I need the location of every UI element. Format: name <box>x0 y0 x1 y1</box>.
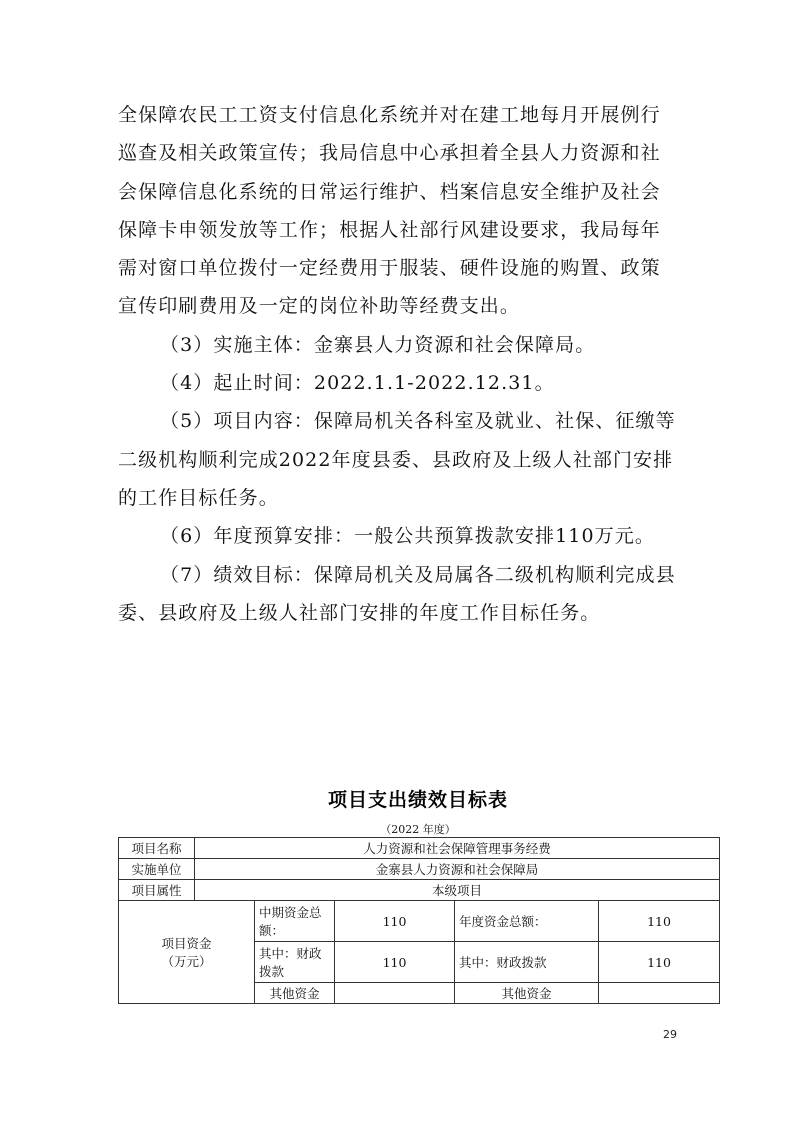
paragraph-goal: （7）绩效目标：保障局机关及局属各二级机构顺利完成县委、县政府及上级人社部门安排的年度工作目标任务。 <box>118 563 676 624</box>
implementing-unit-label: 实施单位 <box>119 859 195 880</box>
project-funds-label-line1: 项目资金 <box>161 936 212 951</box>
table-year: （2022 年度） <box>380 823 456 836</box>
page-number: 29 <box>663 1028 677 1041</box>
mid-term-other-value <box>335 983 455 1004</box>
annual-fiscal-value: 110 <box>599 942 720 983</box>
body-text <box>118 96 678 632</box>
table-row <box>119 838 720 859</box>
table-row <box>119 859 720 880</box>
annual-other-value <box>599 983 720 1004</box>
table-row <box>119 880 720 901</box>
paragraph-implementer: （3）实施主体：金寨县人力资源和社会保障局。 <box>160 333 596 356</box>
mid-term-other-label: 其他资金 <box>255 983 335 1004</box>
annual-other-label: 其他资金 <box>455 983 599 1004</box>
performance-target-table <box>118 837 720 1004</box>
project-funds-label <box>119 901 255 1004</box>
mid-term-fiscal-label: 其中：财政拨款 <box>255 942 335 983</box>
annual-fiscal-label: 其中：财政拨款 <box>455 942 599 983</box>
paragraph-continuation: 全保障农民工工资支付信息化系统并对在建工地每月开展例行巡查及相关政策宣传；我局信息中心承担着全县人力资源和社会保障信息化系统的日常运行维护、档案信息安全维护及社会保障卡申领发放等工作；根据人社部行风建设要求，我局每年需对窗口单位拨付一定经费用于服装、硬件设施的购置、政策宣传印刷费用及一定的岗位补助等经费支出。 <box>118 104 661 318</box>
annual-total-value: 110 <box>599 901 720 942</box>
project-attribute-label: 项目属性 <box>119 880 195 901</box>
project-attribute-value: 本级项目 <box>195 880 720 901</box>
project-funds-label-line2: （万元） <box>161 954 212 969</box>
table-row <box>119 901 720 942</box>
annual-total-label: 年度资金总额： <box>455 901 599 942</box>
paragraph-period: （4）起止时间：2022.1.1-2022.12.31。 <box>160 372 555 395</box>
project-name-value: 人力资源和社会保障管理事务经费 <box>195 838 720 859</box>
paragraph-content: （5）项目内容：保障局机关各科室及就业、社保、征缴等二级机构顺利完成2022年度县委、县政府及上级人社部门安排的工作目标任务。 <box>118 410 676 509</box>
mid-term-total-label: 中期资金总额： <box>255 901 335 942</box>
project-name-label: 项目名称 <box>119 838 195 859</box>
table-title: 项目支出绩效目标表 <box>327 789 508 811</box>
mid-term-fiscal-value: 110 <box>335 942 455 983</box>
mid-term-total-value: 110 <box>335 901 455 942</box>
implementing-unit-value: 金寨县人力资源和社会保障局 <box>195 859 720 880</box>
paragraph-budget: （6）年度预算安排：一般公共预算拨款安排110万元。 <box>160 525 655 548</box>
